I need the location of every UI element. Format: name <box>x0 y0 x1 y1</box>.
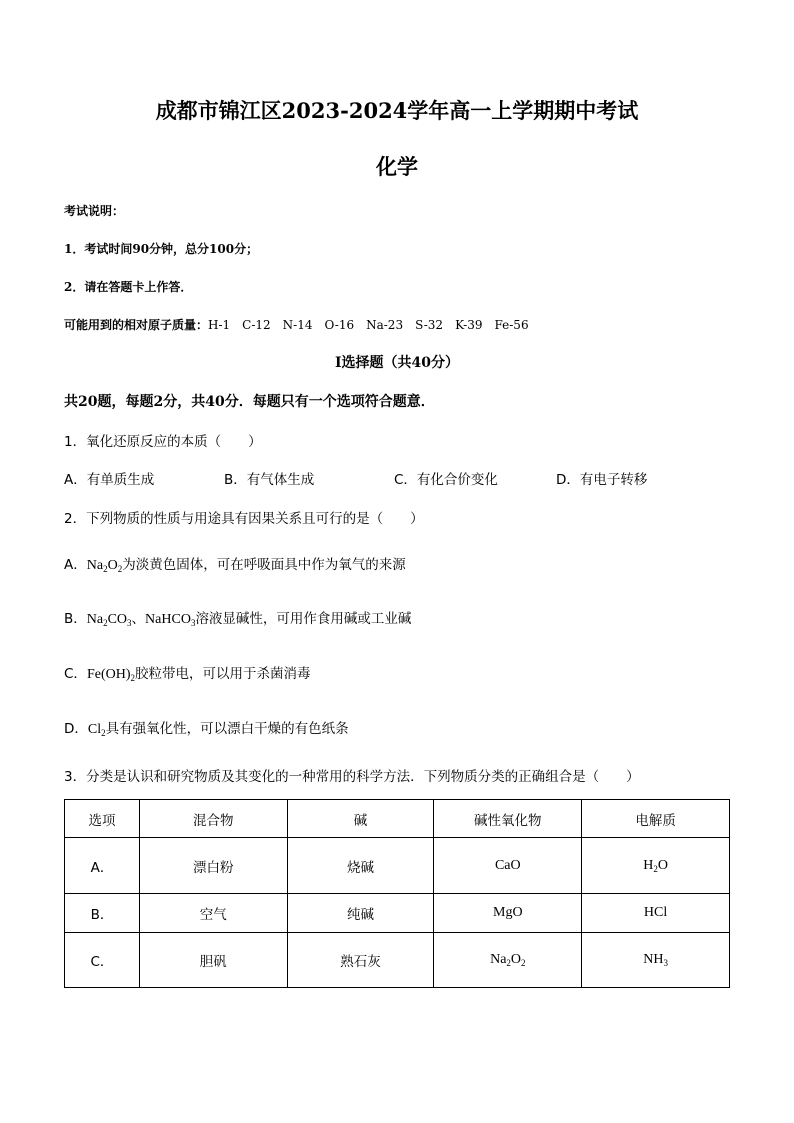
q1-stem: 1．氧化还原反应的本质（ ） <box>64 434 262 450</box>
formula-nahco3: NaHCO$_3$ <box>145 612 196 628</box>
classification-table <box>64 799 730 988</box>
header-electrolyte: 电解质 <box>582 800 730 838</box>
q2-option-b: B．$Na_2CO_3$、NaHCO$_3$溶液显碱性，可用作食用碱或工业碱 <box>64 611 412 628</box>
q1-option-b: B．有气体生成 <box>224 472 315 488</box>
atomic-masses-label: 可能用到的相对原子质量： <box>64 318 209 332</box>
instructions-heading: 考试说明： <box>64 204 125 218</box>
table-row: A． 漂白粉 烧碱 CaO $H_2O$ <box>65 838 730 894</box>
q2-option-d: D．$Cl_2$具有强氧化性，可以漂白干燥的有色纸条 <box>64 721 349 738</box>
q1-option-d: D．有电子转移 <box>556 472 648 488</box>
q2-stem: 2．下列物质的性质与用途具有因果关系且可行的是（ ） <box>64 511 424 527</box>
header-mixture: 混合物 <box>139 800 287 838</box>
header-basic-oxide: 碱性氧化物 <box>434 800 582 838</box>
header-option: 选项 <box>65 800 140 838</box>
q1-option-a: A．有单质生成 <box>64 472 155 488</box>
formula-cl2: $Cl_2$ <box>87 722 106 738</box>
formula-na2co3: $Na_2CO_3$ <box>86 612 132 628</box>
table-header-row <box>65 800 730 838</box>
header-base: 碱 <box>287 800 434 838</box>
section-1-description: 共20题，每题2分，共40分．每题只有一个选项符合题意． <box>64 394 435 410</box>
formula-nh3: $NH_3$ <box>582 933 730 988</box>
table-row: B． 空气 纯碱 MgO HCl <box>65 894 730 933</box>
table-row: C． 胆矾 熟石灰 $Na_2O_2$ $NH_3$ <box>65 933 730 988</box>
atomic-masses-values: H-1 C-12 N-14 O-16 Na-23 S-32 K-39 Fe-56 <box>208 318 529 332</box>
formula-feoh2: $Fe(OH)_2$ <box>86 667 135 683</box>
q2-option-a: A．$Na_2O_2$为淡黄色固体，可在呼吸面具中作为氧气的来源 <box>64 557 406 574</box>
section-1-title: Ⅰ选择题（共40分） <box>334 355 460 371</box>
atomic-masses <box>64 316 529 333</box>
exam-title: 成都市锦江区2023-2024学年高一上学期期中考试 <box>155 98 639 123</box>
q3-stem: 3．分类是认识和研究物质及其变化的一种常用的科学方法．下列物质分类的正确组合是（ ） <box>64 769 640 785</box>
instruction-line-1: 1．考试时间90分钟，总分100分； <box>64 242 259 256</box>
instruction-line-2: 2．请在答题卡上作答． <box>64 280 193 294</box>
q1-option-c: C．有化合价变化 <box>394 472 498 488</box>
formula-na2o2: $Na_2O_2$ <box>86 558 123 574</box>
formula-h2o: $H_2O$ <box>582 838 730 894</box>
subject-title: 化学 <box>376 154 418 179</box>
q2-option-c: C．$Fe(OH)_2$胶粒带电，可以用于杀菌消毒 <box>64 666 311 683</box>
formula-na2o2-table: $Na_2O_2$ <box>434 933 582 988</box>
